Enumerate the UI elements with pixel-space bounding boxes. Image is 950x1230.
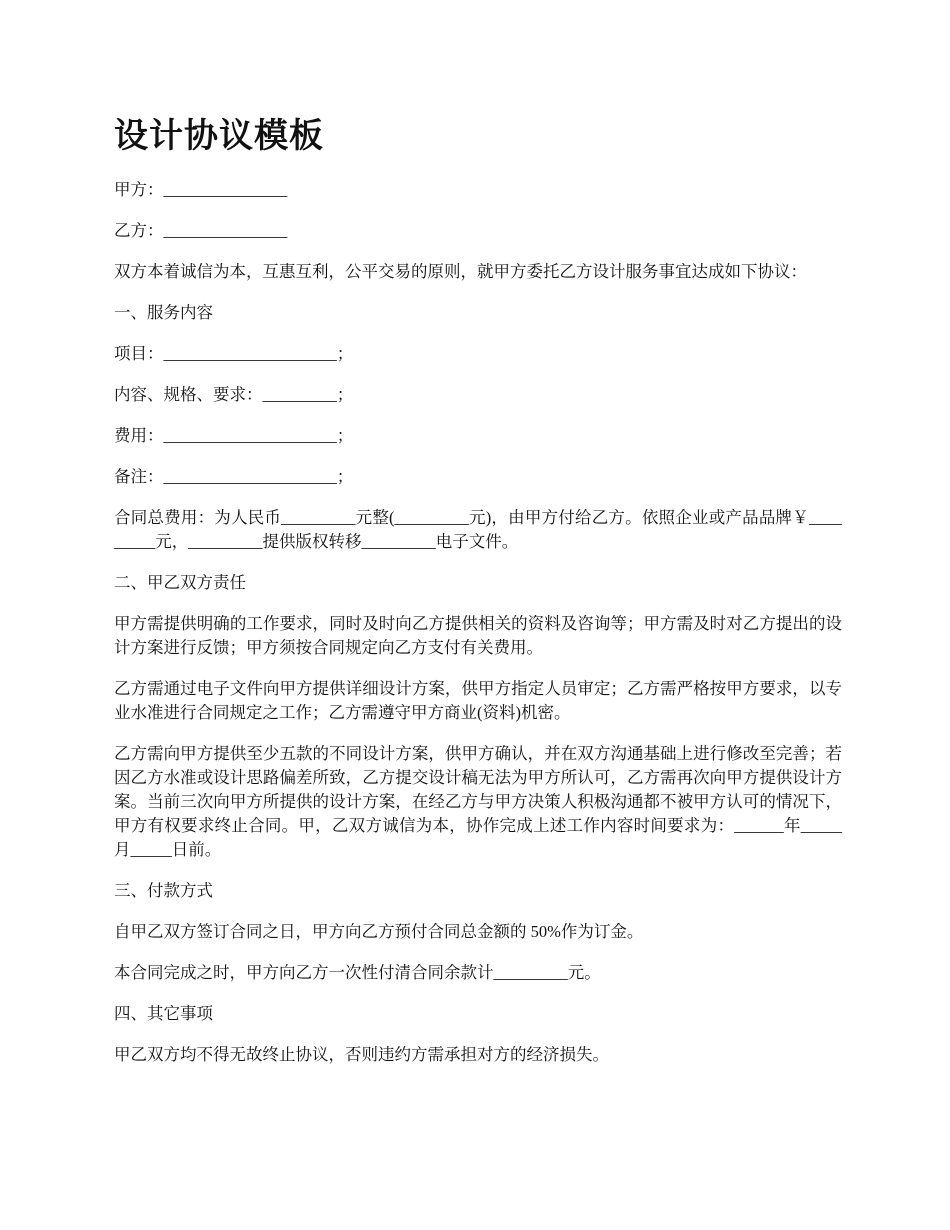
total-fee-paragraph: 合同总费用：为人民币_________元整(_________元)，由甲方付给乙方。依照企业或产品品牌￥_________元，_________提供版权转移_________电子文件。 — [114, 508, 842, 551]
document-page — [114, 0, 842, 1084]
termination-paragraph: 甲乙双方均不得无故终止协议，否则违约方需承担对方的经济损失。 — [114, 1045, 609, 1064]
content-spec-line: 内容、规格、要求：_________； — [114, 385, 354, 404]
document-title: 设计协议模板 — [114, 116, 324, 156]
section-heading-payment: 三、付款方式 — [114, 881, 213, 900]
final-payment-paragraph: 本合同完成之时，甲方向乙方一次性付清合同余款计_________元。 — [114, 963, 601, 982]
remarks-line: 备注：_____________________； — [114, 467, 354, 486]
party-b-line: 乙方：_______________ — [114, 221, 288, 240]
party-b-responsibility-paragraph: 乙方需通过电子文件向甲方提供详细设计方案，供甲方指定人员审定；乙方需严格按甲方要求，以专业水准进行合同规定之工作；乙方需遵守甲方商业(资料)机密。 — [114, 679, 842, 722]
project-line: 项目：_____________________； — [114, 344, 354, 363]
deposit-paragraph: 自甲乙双方签订合同之日，甲方向乙方预付合同总金额的 50%作为订金。 — [114, 922, 644, 941]
design-proposal-paragraph: 乙方需向甲方提供至少五款的不同设计方案，供甲方确认，并在双方沟通基础上进行修改至完善；若因乙方水准或设计思路偏差所致，乙方提交设计稿无法为甲方所认可，乙方需再次向甲方提供设计方案。当前三次向甲方所提供的设计方案，在经乙方与甲方决策人积极沟通都不被甲方认可的情况下，甲方有权要求终止合同。甲，乙双方诚信为本，协作完成上述工作内容时间要求为：______年_____月_____日前。 — [114, 744, 842, 859]
document-body — [114, 178, 842, 1067]
section-heading-other: 四、其它事项 — [114, 1004, 213, 1023]
section-heading-responsibilities: 二、甲乙双方责任 — [114, 573, 246, 592]
intro-paragraph: 双方本着诚信为本，互惠互利，公平交易的原则，就甲方委托乙方设计服务事宜达成如下协议： — [114, 262, 807, 281]
party-a-line: 甲方：_______________ — [114, 180, 288, 199]
section-heading-services: 一、服务内容 — [114, 303, 213, 322]
party-a-responsibility-paragraph: 甲方需提供明确的工作要求，同时及时向乙方提供相关的资料及咨询等；甲方需及时对乙方提出的设计方案进行反馈；甲方须按合同规定向乙方支付有关费用。 — [114, 614, 842, 657]
fee-line: 费用：_____________________； — [114, 426, 354, 445]
